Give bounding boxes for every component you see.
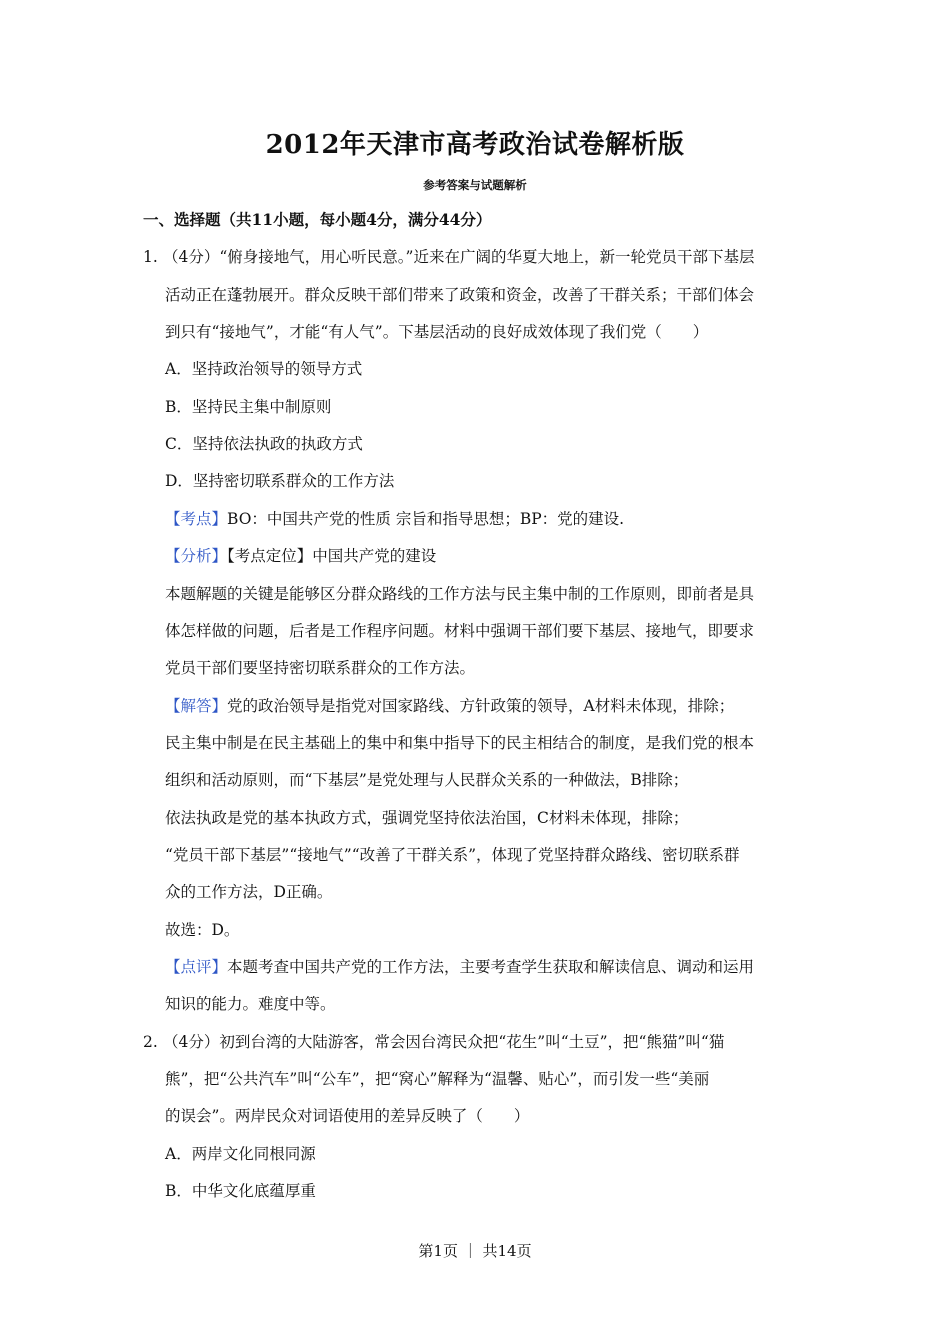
question-2-number: 2. bbox=[143, 1033, 158, 1051]
question-2-option-a: A．两岸文化同根同源 bbox=[165, 1145, 316, 1163]
fenxi-line-3: 党员干部们要坚持密切联系群众的工作方法。 bbox=[165, 659, 476, 677]
document-subtitle: 参考答案与试题解析 bbox=[423, 178, 527, 192]
question-1-fenxi bbox=[165, 545, 810, 567]
fenxi-tag: 【分析】 bbox=[165, 547, 228, 565]
jieda-line-1: 民主集中制是在民主基础上的集中和集中指导下的民主相结合的制度，是我们党的根本 bbox=[165, 734, 755, 752]
dianping-line-2: 知识的能力。难度中等。 bbox=[165, 995, 336, 1013]
question-1-stem-line-2: 活动正在蓬勃展开。群众反映干部们带来了政策和资金，改善了干群关系；干部们体会 bbox=[165, 286, 755, 304]
jieda-answer: 故选：D。 bbox=[165, 921, 240, 939]
dianping-first-text: 本题考查中国共产党的工作方法，主要考查学生获取和解读信息、调动和运用 bbox=[227, 958, 755, 976]
question-1-option-b: B．坚持民主集中制原则 bbox=[165, 398, 332, 416]
question-1-number: 1. bbox=[143, 248, 158, 266]
question-1-jieda bbox=[165, 695, 810, 717]
question-1-dianping bbox=[165, 956, 810, 978]
jieda-line-4: “党员干部下基层”“接地气”“改善了干群关系”，体现了党坚持群众路线、密切联系群 bbox=[165, 846, 740, 864]
fenxi-line-2: 体怎样做的问题，后者是工作程序问题。材料中强调干部们要下基层、接地气，即要求 bbox=[165, 622, 755, 640]
question-1-option-c: C．坚持依法执政的执政方式 bbox=[165, 435, 363, 453]
jieda-line-5: 众的工作方法，D正确。 bbox=[165, 883, 333, 901]
page-footer: 第1页 ｜ 共14页 bbox=[418, 1242, 532, 1260]
question-1-option-d: D．坚持密切联系群众的工作方法 bbox=[165, 472, 395, 490]
document-title: 2012年天津市高考政治试卷解析版 bbox=[265, 130, 685, 160]
question-2-option-b: B．中华文化底蕴厚重 bbox=[165, 1182, 316, 1200]
question-2-stem-line-2: 熊”，把“公共汽车”叫“公车”，把“窝心”解释为“温馨、贴心”，而引发一些“美丽 bbox=[165, 1070, 710, 1088]
question-1-stem-line-1: （4分）“俯身接地气，用心听民意。”近来在广阔的华夏大地上，新一轮党员干部下基层 bbox=[163, 248, 755, 266]
section-heading: 一、选择题（共11小题，每小题4分，满分44分） bbox=[143, 210, 492, 229]
kaodian-text: BO：中国共产党的性质 宗旨和指导思想；BP：党的建设. bbox=[227, 510, 625, 528]
jieda-line-3: 依法执政是党的基本执政方式，强调党坚持依法治国，C材料未体现，排除； bbox=[165, 809, 689, 827]
dianping-tag: 【点评】 bbox=[165, 958, 228, 976]
jieda-tag: 【解答】 bbox=[165, 697, 228, 715]
question-2-stem-line-3: 的误会”。两岸民众对词语使用的差异反映了（ ） bbox=[165, 1107, 530, 1125]
question-1-kaodian bbox=[165, 508, 810, 530]
question-2-stem-line-1: （4分）初到台湾的大陆游客，常会因台湾民众把“花生”叫“土豆”，把“熊猫”叫“猫 bbox=[163, 1033, 725, 1051]
jieda-first-text: 党的政治领导是指党对国家路线、方针政策的领导，A材料未体现，排除； bbox=[227, 697, 735, 715]
fenxi-line-1: 本题解题的关键是能够区分群众路线的工作方法与民主集中制的工作原则，即前者是具 bbox=[165, 585, 755, 603]
question-1-stem-line-3: 到只有“接地气”，才能“有人气”。下基层活动的良好成效体现了我们党（ ） bbox=[165, 323, 709, 341]
jieda-line-2: 组织和活动原则，而“下基层”是党处理与人民群众关系的一种做法，B排除； bbox=[165, 771, 689, 789]
question-1-option-a: A．坚持政治领导的领导方式 bbox=[165, 360, 363, 378]
kaodian-tag: 【考点】 bbox=[165, 510, 228, 528]
fenxi-first-text: 【考点定位】中国共产党的建设 bbox=[227, 547, 437, 565]
